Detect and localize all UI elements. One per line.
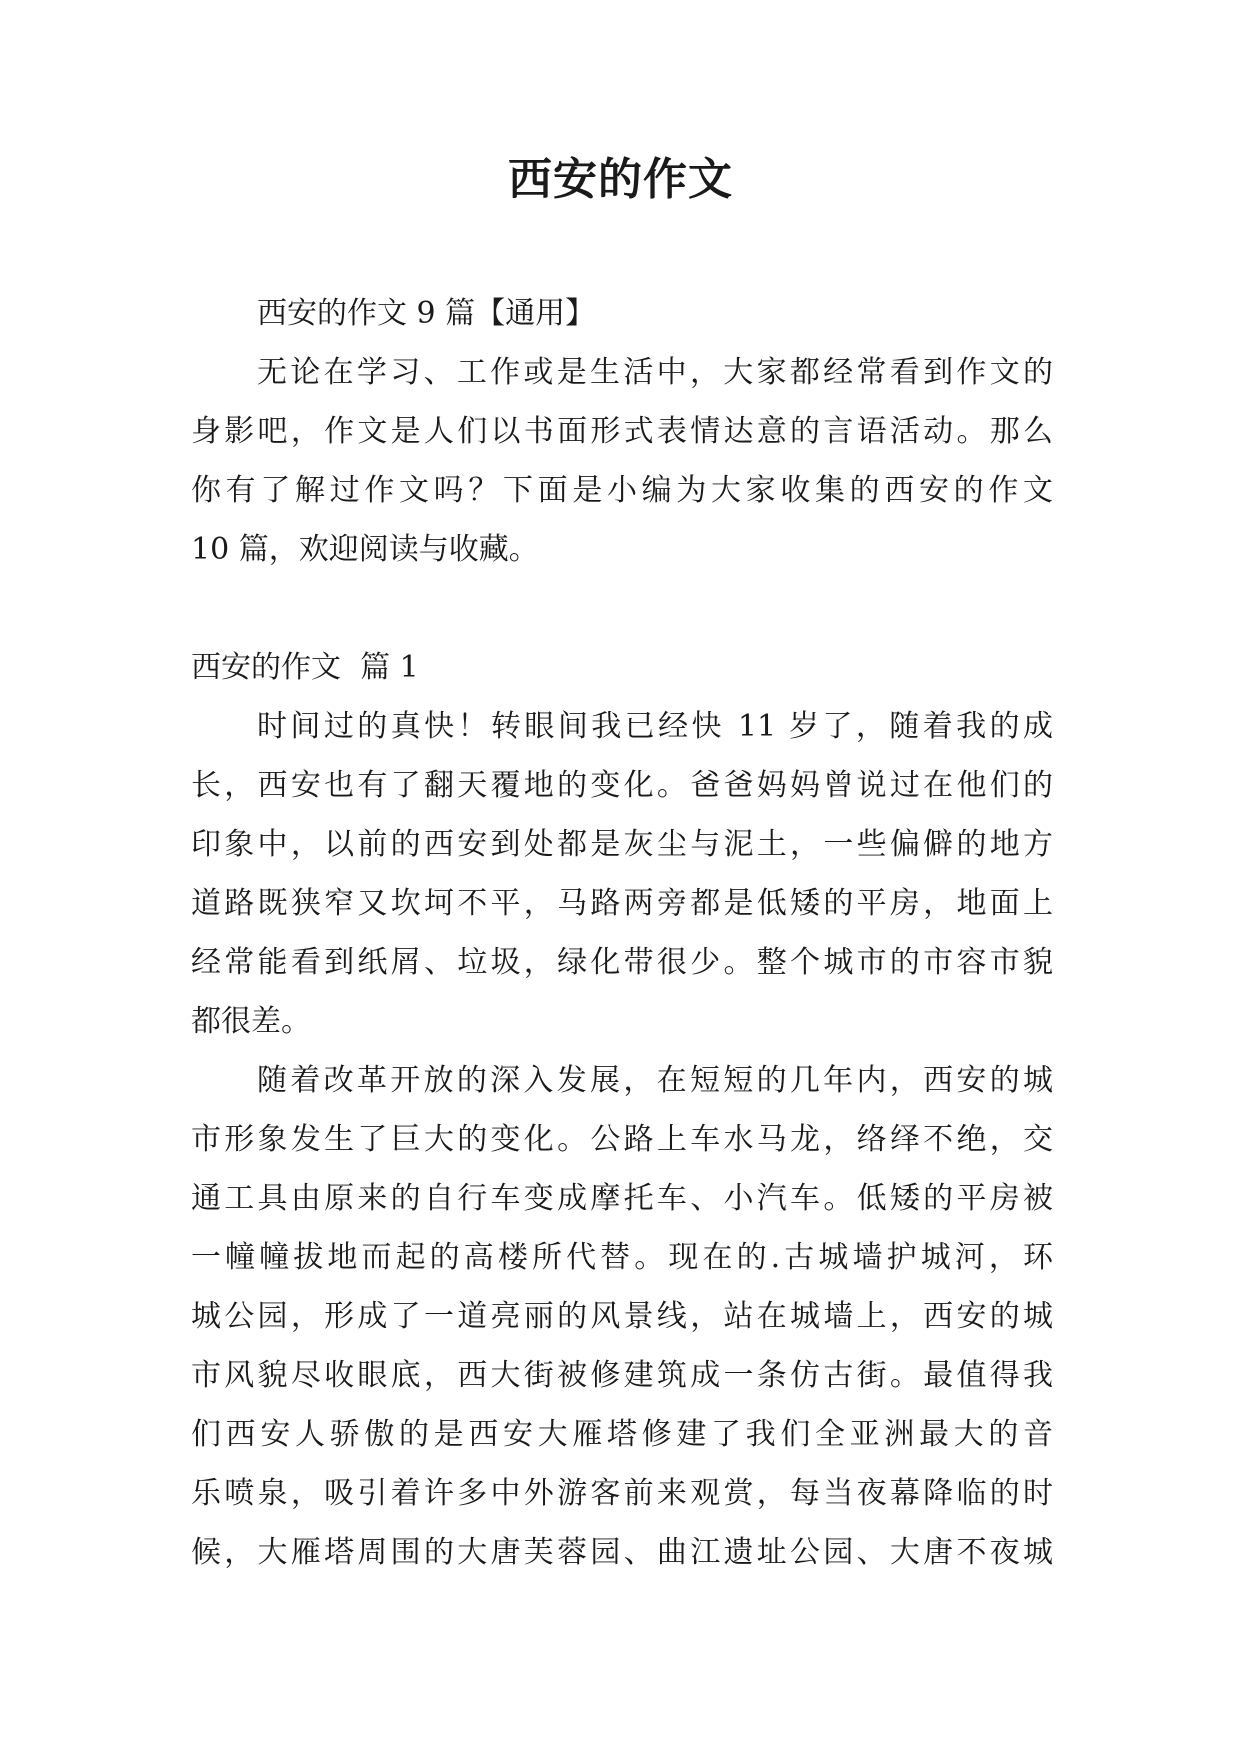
paragraph-line: 都很差。 bbox=[191, 1004, 311, 1039]
document-body bbox=[191, 284, 1053, 1582]
paragraph-line: 随着改革开放的深入发展，在短短的几年内，西安的城 bbox=[257, 1063, 1053, 1098]
section-heading: 西安的作文 篇 1 bbox=[191, 650, 419, 685]
paragraph-one bbox=[191, 697, 1053, 1051]
paragraph-line: 通工具由原来的自行车变成摩托车、小汽车。低矮的平房被 bbox=[191, 1181, 1053, 1216]
paragraph-line: 道路既狭窄又坎坷不平，马路两旁都是低矮的平房，地面上 bbox=[191, 886, 1053, 921]
paragraph-two bbox=[191, 1051, 1053, 1582]
paragraph-line: 们西安人骄傲的是西安大雁塔修建了我们全亚洲最大的音 bbox=[191, 1417, 1053, 1452]
document-title: 西安的作文 bbox=[508, 154, 733, 205]
paragraph-line: 印象中，以前的西安到处都是灰尘与泥土，一些偏僻的地方 bbox=[191, 827, 1053, 862]
paragraph-line: 市风貌尽收眼底，西大街被修建筑成一条仿古街。最值得我 bbox=[191, 1358, 1053, 1393]
section-spacer bbox=[191, 579, 1053, 638]
intro-line: 身影吧，作文是人们以书面形式表情达意的言语活动。那么 bbox=[191, 414, 1053, 449]
paragraph-line: 城公园，形成了一道亮丽的风景线，站在城墙上，西安的城 bbox=[191, 1299, 1053, 1334]
subtitle-line: 西安的作文 9 篇【通用】 bbox=[257, 296, 596, 331]
paragraph-line: 候，大雁塔周围的大唐芙蓉园、曲江遗址公园、大唐不夜城 bbox=[191, 1535, 1053, 1570]
paragraph-line: 长，西安也有了翻天覆地的变化。爸爸妈妈曾说过在他们的 bbox=[191, 768, 1053, 803]
paragraph-line: 时间过的真快！转眼间我已经快 11 岁了，随着我的成 bbox=[257, 709, 1053, 744]
intro-line: 你有了解过作文吗？下面是小编为大家收集的西安的作文 bbox=[191, 473, 1053, 508]
intro-line: 10 篇，欢迎阅读与收藏。 bbox=[191, 532, 539, 567]
intro-line: 无论在学习、工作或是生活中，大家都经常看到作文的 bbox=[257, 355, 1053, 390]
intro-paragraph bbox=[191, 343, 1053, 579]
paragraph-line: 乐喷泉，吸引着许多中外游客前来观赏，每当夜幕降临的时 bbox=[191, 1476, 1053, 1511]
paragraph-line: 经常能看到纸屑、垃圾，绿化带很少。整个城市的市容市貌 bbox=[191, 945, 1053, 980]
paragraph-line: 市形象发生了巨大的变化。公路上车水马龙，络绎不绝，交 bbox=[191, 1122, 1053, 1157]
paragraph-line: 一幢幢拔地而起的高楼所代替。现在的.古城墙护城河，环 bbox=[191, 1240, 1053, 1275]
